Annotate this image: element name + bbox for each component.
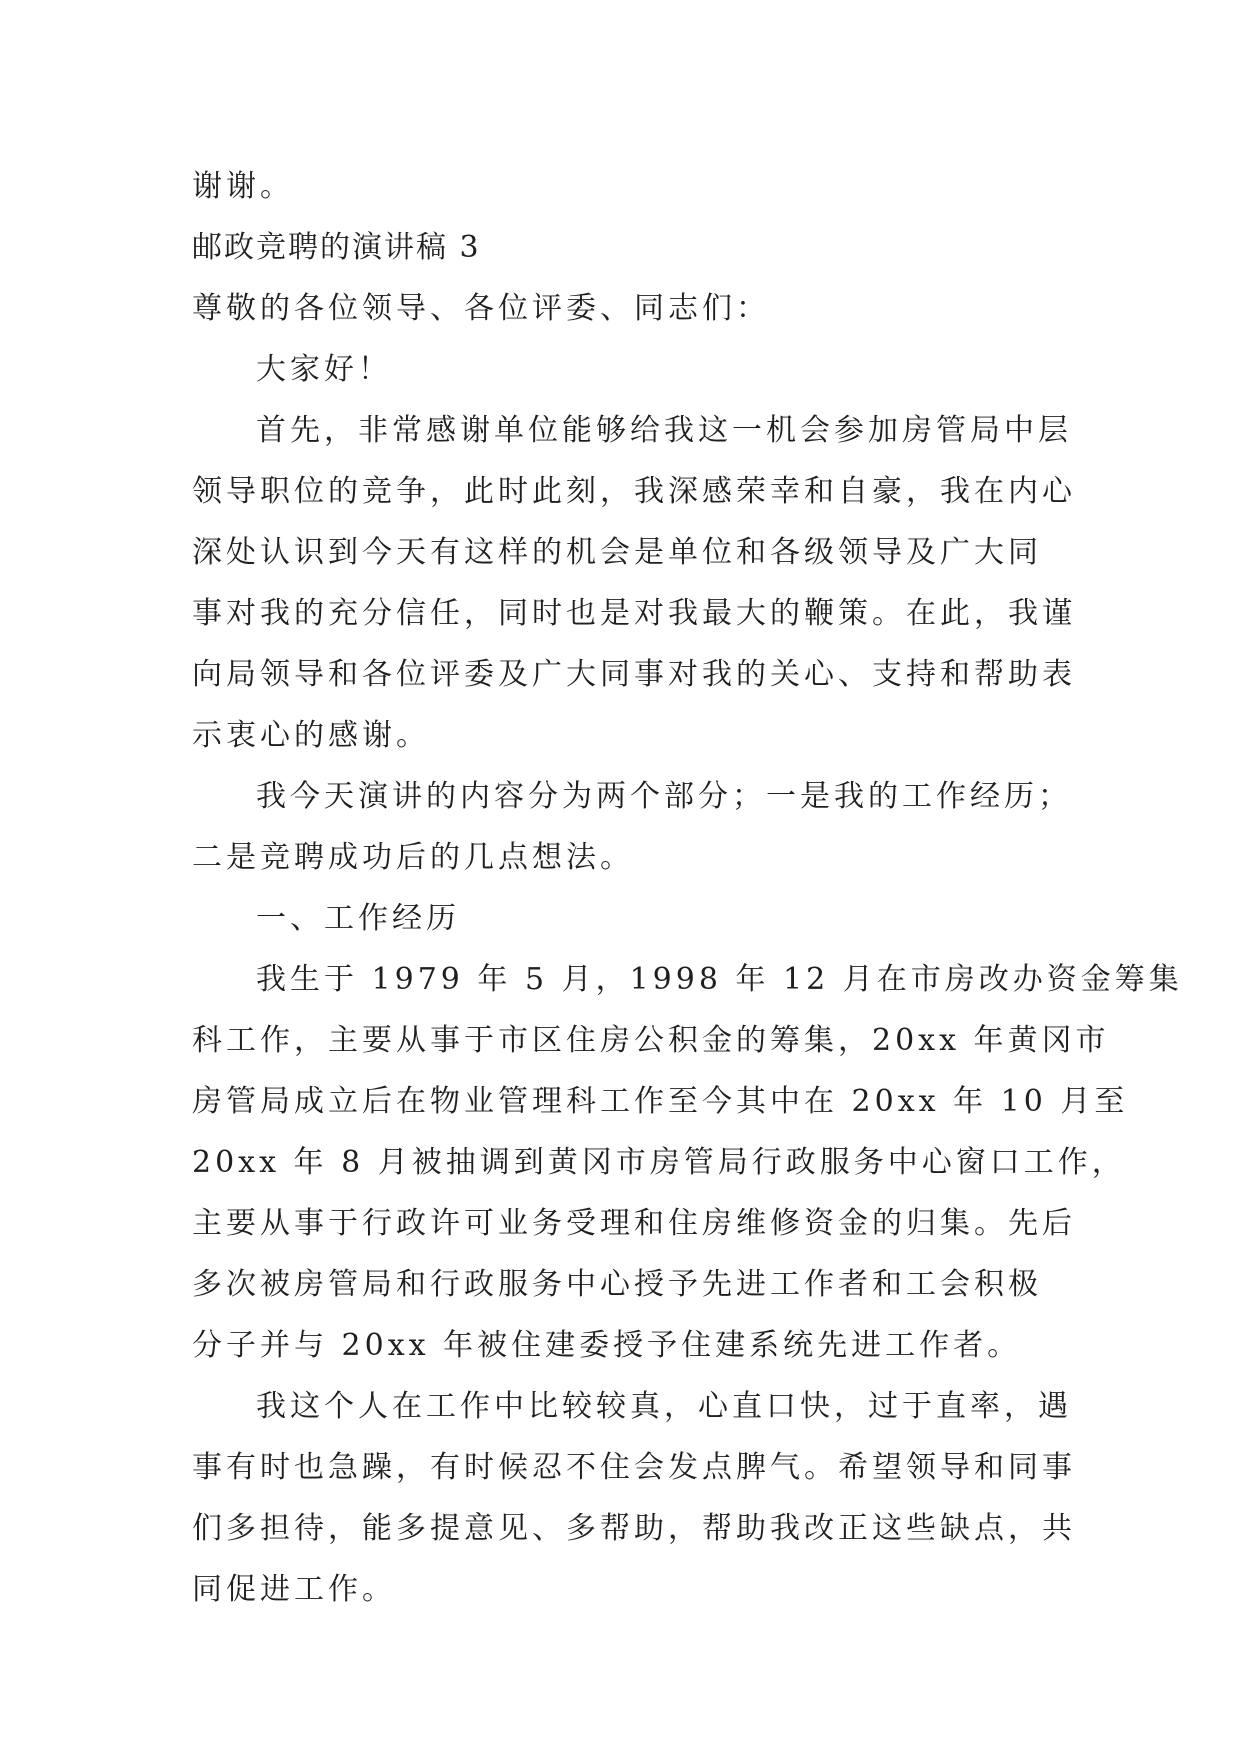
paragraph-line: 多次被房管局和行政服务中心授予先进工作者和工会积极: [192, 1267, 1042, 1302]
paragraph-line: 首先，非常感谢单位能够给我这一机会参加房管局中层: [256, 413, 1072, 448]
paragraph-line: 我今天演讲的内容分为两个部分；一是我的工作经历；: [256, 779, 1072, 814]
paragraph-line: 房管局成立后在物业管理科工作至今其中在 20xx 年 10 月至: [192, 1084, 1129, 1119]
paragraph-line: 科工作，主要从事于市区住房公积金的筹集，20xx 年黄冈市: [192, 1023, 1110, 1058]
paragraph-line: 我生于 1979 年 5 月，1998 年 12 月在市房改办资金筹集: [256, 962, 1183, 997]
paragraph-line: 主要从事于行政许可业务受理和住房维修资金的归集。先后: [192, 1206, 1076, 1241]
subheading: 一、工作经历: [256, 901, 460, 936]
paragraph-line: 向局领导和各位评委及广大同事对我的关心、支持和帮助表: [192, 657, 1076, 692]
paragraph-line: 分子并与 20xx 年被住建委授予住建系统先进工作者。: [192, 1328, 1022, 1363]
paragraph-line: 领导职位的竞争，此时此刻，我深感荣幸和自豪，我在内心: [192, 474, 1076, 509]
paragraph-line: 同促进工作。: [192, 1572, 396, 1607]
document-body: [192, 156, 1183, 1620]
paragraph-line: 事对我的充分信任，同时也是对我最大的鞭策。在此，我谨: [192, 596, 1076, 631]
greeting: 大家好！: [256, 352, 392, 387]
paragraph-line: 们多担待，能多提意见、多帮助，帮助我改正这些缺点，共: [192, 1511, 1076, 1546]
text-line: 谢谢。: [192, 169, 294, 204]
paragraph-line: 事有时也急躁，有时候忍不住会发点脾气。希望领导和同事: [192, 1450, 1076, 1485]
paragraph-line: 我这个人在工作中比较较真，心直口快，过于直率，遇: [256, 1389, 1072, 1424]
paragraph-line: 深处认识到今天有这样的机会是单位和各级领导及广大同: [192, 535, 1042, 570]
paragraph-line: 二是竞聘成功后的几点想法。: [192, 840, 634, 875]
salutation: 尊敬的各位领导、各位评委、同志们：: [192, 291, 770, 326]
paragraph-line: 示衷心的感谢。: [192, 718, 430, 753]
section-title: 邮政竞聘的演讲稿 3: [192, 230, 481, 265]
paragraph-line: 20xx 年 8 月被抽调到黄冈市房管局行政服务中心窗口工作，: [192, 1145, 1126, 1180]
